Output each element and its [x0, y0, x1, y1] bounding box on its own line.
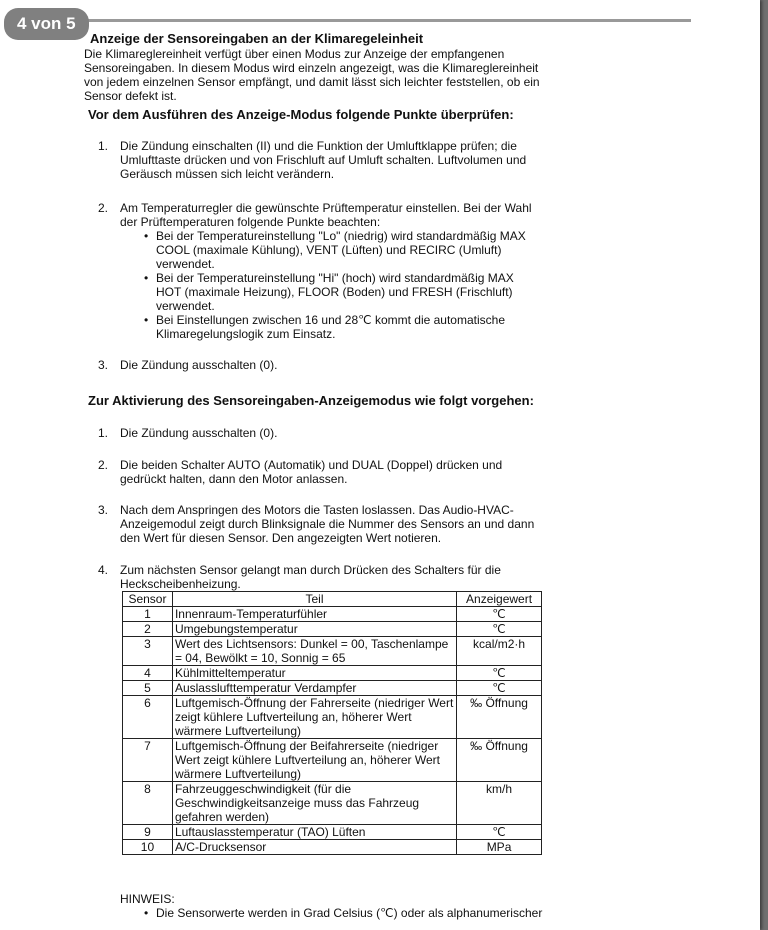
table-row	[123, 622, 542, 637]
note-bullets	[142, 906, 582, 920]
page-indicator-badge: 4 von 5	[4, 8, 89, 40]
temperature-bullets	[142, 229, 542, 341]
bullet-item: • Bei der Temperatureinstellung "Hi" (hoch) wird standardmäßig MAX HOT (maximale Heizung), FLOOR (Boden) und FRESH (Frischluft) verwendet.	[142, 271, 542, 313]
cell-wert: kcal/m2·h	[457, 637, 542, 666]
cell-teil: Luftauslasstemperatur (TAO) Lüften	[172, 825, 456, 840]
sensor-table	[122, 591, 542, 855]
intro-paragraph: Die Klimareglereinheit verfügt über einen Modus zur Anzeige der empfangenen Sensoreingaben. In diesem Modus wird einzeln angezeigt, was die Klimareglereinheit von jedem einzelnen Sensor empfängt, und damit lässt sich leichter feststellen, ob ein Sensor defekt ist.	[84, 47, 540, 103]
cell-sensor: 4	[123, 666, 173, 681]
cell-teil: Innenraum-Temperaturfühler	[172, 607, 456, 622]
table-row	[123, 637, 542, 666]
cell-wert: ℃	[457, 622, 542, 637]
cell-sensor: 1	[123, 607, 173, 622]
item-text: Am Temperaturregler die gewünschte Prüftemperatur einstellen. Bei der Wahl der Prüftemperaturen folgende Punkte beachten:	[120, 201, 532, 229]
cell-teil: Auslasslufttemperatur Verdampfer	[172, 681, 456, 696]
cell-teil: Fahrzeuggeschwindigkeit (für die Geschwindigkeitsanzeige muss das Fahrzeug gefahren werden)	[172, 782, 456, 825]
table-row	[123, 666, 542, 681]
section2-item-4	[98, 563, 548, 591]
note-label: HINWEIS:	[120, 892, 175, 906]
cell-wert: ℃	[457, 607, 542, 622]
item-number: 3.	[98, 503, 109, 517]
cell-sensor: 5	[123, 681, 173, 696]
cell-sensor: 6	[123, 696, 173, 739]
col-header-teil: Teil	[172, 592, 456, 607]
cell-teil: A/C-Drucksensor	[172, 840, 456, 855]
table-row	[123, 607, 542, 622]
cell-wert: ‰ Öffnung	[457, 739, 542, 782]
item-number: 3.	[98, 358, 109, 372]
bullet-item: • Bei der Temperatureinstellung "Lo" (niedrig) wird standardmäßig MAX COOL (maximale Kühlung), VENT (Lüften) und RECIRC (Umluft) verwendet.	[142, 229, 542, 271]
section2-heading: Zur Aktivierung des Sensoreingaben-Anzeigemodus wie folgt vorgehen:	[88, 393, 534, 408]
cell-teil: Luftgemisch-Öffnung der Fahrerseite (niedriger Wert zeigt kühlere Luftverteilung an, höherer Wert wärmere Luftverteilung)	[172, 696, 456, 739]
cell-teil: Kühlmitteltemperatur	[172, 666, 456, 681]
cell-teil: Wert des Lichtsensors: Dunkel = 00, Taschenlampe = 04, Bewölkt = 10, Sonnig = 65	[172, 637, 456, 666]
table-row	[123, 681, 542, 696]
cell-wert: km/h	[457, 782, 542, 825]
section2-item-1	[98, 426, 548, 440]
bullet-item: • Bei Einstellungen zwischen 16 und 28℃ kommt die automatische Klimaregelungslogik zum Einsatz.	[142, 313, 542, 341]
cell-sensor: 10	[123, 840, 173, 855]
bullet-item: • Die Sensorwerte werden in Grad Celsius (℃) oder als alphanumerischer	[142, 906, 582, 920]
cell-teil: Luftgemisch-Öffnung der Beifahrerseite (niedriger Wert zeigt kühlere Luftverteilung an, höherer Wert wärmere Luftverteilung)	[172, 739, 456, 782]
cell-wert: ℃	[457, 681, 542, 696]
page-title: Anzeige der Sensoreingaben an der Klimaregeleinheit	[90, 31, 424, 46]
table-header-row	[123, 592, 542, 607]
item-text: Zum nächsten Sensor gelangt man durch Drücken des Schalters für die Heckscheibenheizung.	[120, 563, 501, 591]
header-rule	[80, 19, 691, 22]
cell-wert: ‰ Öffnung	[457, 696, 542, 739]
item-number: 2.	[98, 201, 109, 215]
cell-sensor: 8	[123, 782, 173, 825]
section1-item-3	[98, 358, 548, 372]
table-row	[123, 696, 542, 739]
cell-sensor: 7	[123, 739, 173, 782]
cell-wert: MPa	[457, 840, 542, 855]
table-row	[123, 739, 542, 782]
cell-wert: ℃	[457, 825, 542, 840]
item-number: 1.	[98, 426, 109, 440]
section1-item-2	[98, 201, 548, 341]
item-text: Die Zündung einschalten (II) und die Funktion der Umluftklappe prüfen; die Umlufttaste drücken und von Frischluft auf Umluft schalten. Luftvolumen und Geräusch müssen sich leicht verändern.	[120, 139, 527, 181]
table-row	[123, 782, 542, 825]
col-header-anzeigewert: Anzeigewert	[457, 592, 542, 607]
cell-sensor: 3	[123, 637, 173, 666]
section2-item-3	[98, 503, 548, 545]
cell-sensor: 2	[123, 622, 173, 637]
section1-heading: Vor dem Ausführen des Anzeige-Modus folgende Punkte überprüfen:	[88, 107, 514, 122]
item-number: 1.	[98, 139, 109, 153]
cell-teil: Umgebungstemperatur	[172, 622, 456, 637]
cell-wert: ℃	[457, 666, 542, 681]
item-text: Die Zündung ausschalten (0).	[120, 358, 278, 372]
table-row	[123, 840, 542, 855]
item-text: Nach dem Anspringen des Motors die Tasten loslassen. Das Audio-HVAC-Anzeigemodul zeigt durch Blinksignale die Nummer des Sensors an und dann den Wert für diesen Sensor. Den angezeigten Wert notieren.	[120, 503, 535, 545]
item-text: Die Zündung ausschalten (0).	[120, 426, 278, 440]
table-row	[123, 825, 542, 840]
section1-item-1	[98, 139, 548, 181]
item-number: 4.	[98, 563, 109, 577]
item-text: Die beiden Schalter AUTO (Automatik) und DUAL (Doppel) drücken und gedrückt halten, dann den Motor anlassen.	[120, 458, 503, 486]
col-header-sensor: Sensor	[123, 592, 173, 607]
section2-item-2	[98, 458, 548, 486]
cell-sensor: 9	[123, 825, 173, 840]
item-number: 2.	[98, 458, 109, 472]
